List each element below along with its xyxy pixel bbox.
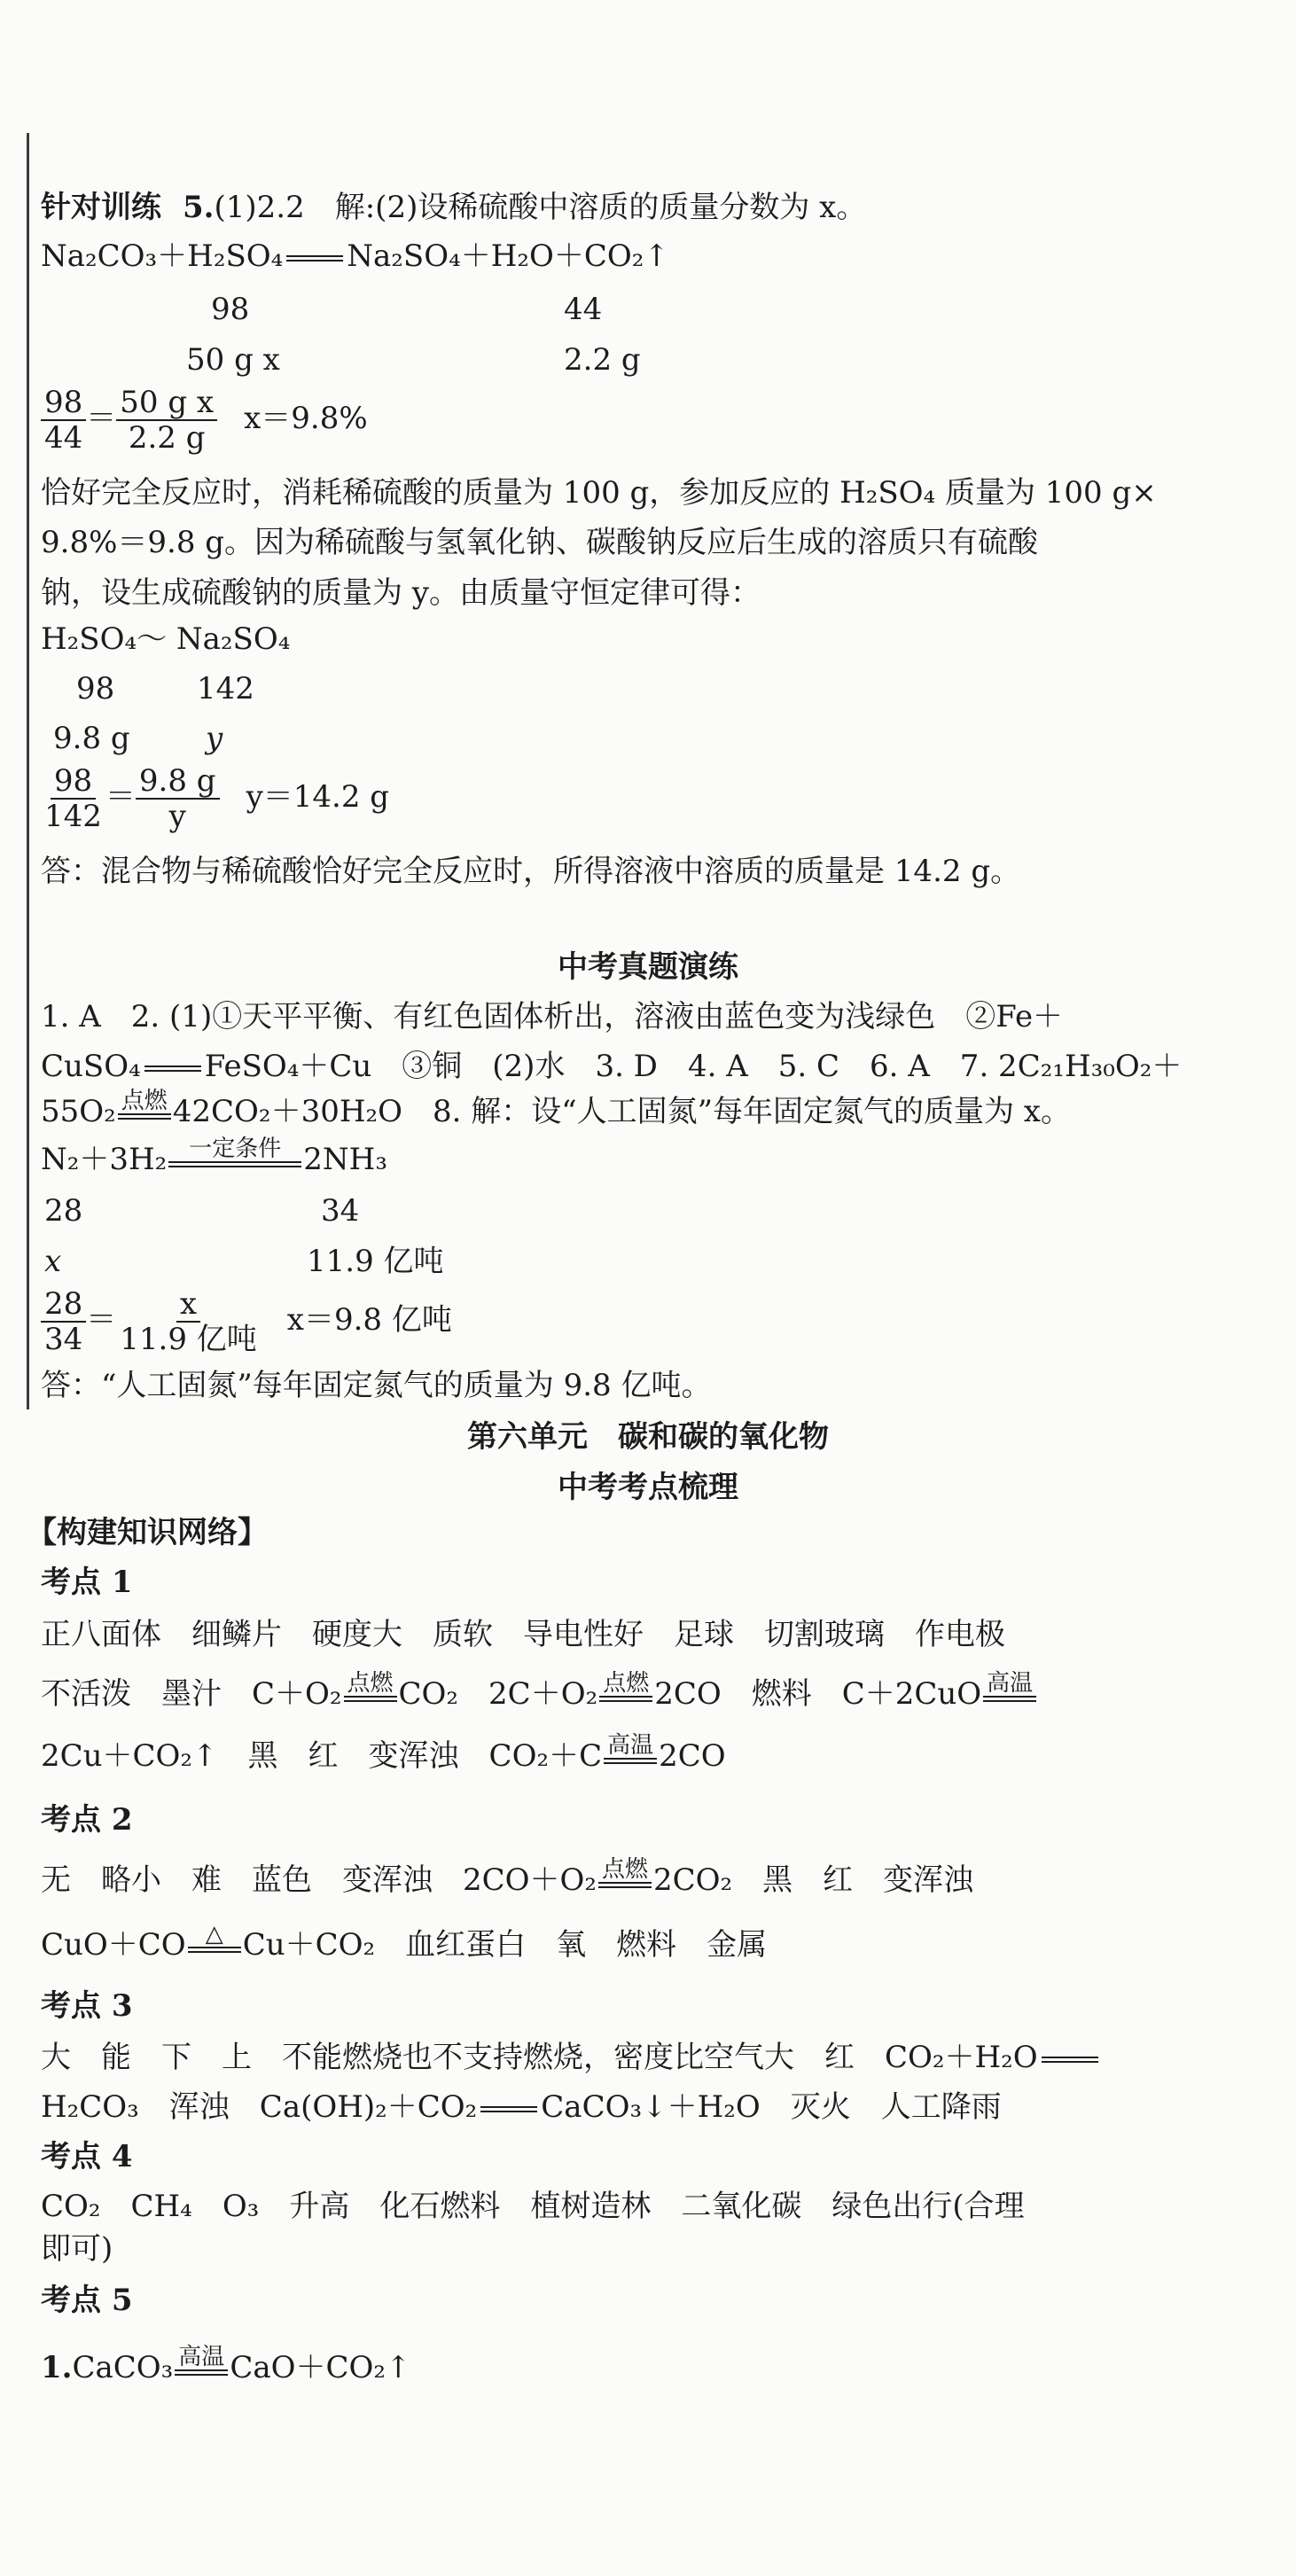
equals-bar xyxy=(1042,2057,1098,2063)
answer-2: 答：“人工固氮”每年固定氮气的质量为 9.8 亿吨。 xyxy=(41,1368,712,1403)
point-4-line-1: CO₂ CH₄ O₃ 升高 化石燃料 植树造林 二氧化碳 绿色出行(合理 xyxy=(41,2189,1025,2224)
point-3-heading: 考点 3 xyxy=(41,1988,133,2024)
point-4-line-2: 即可) xyxy=(41,2231,113,2267)
point-1-line-1: 正八面体 细鳞片 硬度大 质软 导电性好 足球 切割玻璃 作电极 xyxy=(41,1617,1005,1652)
relation-line xyxy=(41,621,290,658)
text-segment: CaCO₃ xyxy=(72,2350,174,2385)
mass-11.9: 11.9 亿吨 xyxy=(307,1244,444,1279)
equals-bar xyxy=(604,1758,657,1764)
relation-left: H₂SO₄～ xyxy=(41,621,168,657)
reaction-condition xyxy=(983,1671,1036,1713)
training-line xyxy=(41,189,866,226)
equals-bar xyxy=(598,1882,652,1888)
point-1-line-3 xyxy=(41,1733,726,1775)
condition-text: 点燃 xyxy=(347,1670,394,1697)
mass-98: 98 xyxy=(211,292,250,327)
frac-num: 9.8 g xyxy=(136,764,220,800)
equals-bar xyxy=(480,2106,537,2112)
text-segment: 2Cu＋CO₂↑ 黑 红 变浑浊 CO₂＋C xyxy=(41,1738,603,1774)
mass-x: x xyxy=(44,1244,62,1279)
frac-num: 98 xyxy=(51,764,96,800)
condition-text: 高温 xyxy=(178,2344,225,2370)
knowledge-network-heading: 【构建知识网络】 xyxy=(27,1515,268,1550)
equation-3 xyxy=(41,1136,387,1178)
point-1-heading: 考点 1 xyxy=(41,1565,133,1600)
mass-98b: 98 xyxy=(76,671,115,706)
frac-num: x xyxy=(176,1287,200,1323)
mass-34: 34 xyxy=(321,1193,360,1229)
reaction-condition xyxy=(344,1671,397,1713)
equals-bar xyxy=(118,1113,171,1120)
point-5-heading: 考点 5 xyxy=(41,2283,133,2318)
question-text: FeSO₄＋Cu ③铜 (2)水 3. D 4. A 5. C 6. A 7. 2C₂₁H₃₀O₂＋ xyxy=(204,1049,1183,1084)
equation-reactants: N₂＋3H₂ xyxy=(41,1142,168,1177)
question-line-1: 1. A 2. (1)①天平平衡、有红色固体析出，溶液由蓝色变为浅绿色 ②Fe＋ xyxy=(41,999,1064,1034)
item-number: 1. xyxy=(41,2350,73,2385)
proportion-2: $\frac{98}{142}$ ＝ $\frac{9.8 g}{y}$ y＝14.2 g xyxy=(41,764,389,833)
mass-50gx: 50 g x xyxy=(186,342,280,378)
point-2-line-2 xyxy=(41,1922,767,1963)
text-segment: CaO＋CO₂↑ xyxy=(230,2350,411,2385)
margin-rule xyxy=(27,133,29,1409)
mass-y: y xyxy=(206,721,223,756)
mass-142: 142 xyxy=(197,671,254,706)
reaction-condition xyxy=(599,1671,652,1713)
frac-den: 34 xyxy=(44,1322,83,1357)
point-2-heading: 考点 2 xyxy=(41,1802,133,1838)
condition-text: 一定条件 xyxy=(189,1136,282,1162)
result-x: x＝9.8% xyxy=(244,401,368,436)
point-1-line-2 xyxy=(41,1671,1038,1713)
result-y: y＝14.2 g xyxy=(246,779,390,815)
frac-num: 98 xyxy=(41,386,86,421)
section-heading-review: 中考考点梳理 xyxy=(558,1470,738,1505)
frac-den: 142 xyxy=(44,799,102,834)
training-text: (1)2.2 解:(2)设稀硫酸中溶质的质量分数为 x。 xyxy=(214,190,867,225)
reaction-condition xyxy=(598,1857,652,1899)
question-text: 42CO₂＋30H₂O 8. 解：设“人工固氮”每年固定氮气的质量为 x。 xyxy=(172,1094,1071,1129)
section-heading-exam-practice: 中考真题演练 xyxy=(558,949,738,985)
result-x2: x＝9.8 亿吨 xyxy=(286,1302,452,1338)
mass-2.2g: 2.2 g xyxy=(564,342,641,378)
condition-text: 高温 xyxy=(607,1732,654,1759)
point-3-line-2 xyxy=(41,2088,1002,2126)
reaction-condition xyxy=(175,2345,228,2386)
frac-den: 44 xyxy=(44,420,83,456)
equals-bar xyxy=(144,1066,201,1072)
condition-text: 点燃 xyxy=(603,1670,650,1697)
text-segment: CO₂ 2C＋O₂ xyxy=(398,1676,598,1712)
question-number: 5. xyxy=(183,190,215,225)
text-segment: Cu＋CO₂ 血红蛋白 氧 燃料 金属 xyxy=(242,1927,768,1963)
condition-text: 点燃 xyxy=(602,1856,649,1883)
text-segment: H₂CO₃ 浑浊 Ca(OH)₂＋CO₂ xyxy=(41,2089,478,2125)
question-line-3 xyxy=(41,1089,1071,1130)
point-3-line-1 xyxy=(41,2039,1102,2076)
frac-num: 28 xyxy=(41,1287,86,1323)
text-segment: 2CO xyxy=(659,1738,726,1774)
equals-bar xyxy=(599,1696,652,1702)
equation-products: 2NH₃ xyxy=(303,1142,387,1177)
equals-bar xyxy=(175,2369,228,2376)
equals-bar xyxy=(168,1161,301,1167)
frac-den: 11.9 亿吨 xyxy=(120,1322,257,1357)
proportion-3: $\frac{28}{34}$ ＝ $\frac{x}{\text{11.9 亿吨}}$ x＝9.8 亿吨 xyxy=(41,1287,452,1356)
text-segment: 2CO 燃料 C＋2CuO xyxy=(654,1676,982,1712)
heat-triangle: △ xyxy=(205,1921,223,1948)
text-segment: CaCO₃↓＋H₂O 灭火 人工降雨 xyxy=(541,2089,1002,2125)
equation-1 xyxy=(41,238,669,275)
question-line-2 xyxy=(41,1048,1182,1085)
reaction-condition xyxy=(188,1922,241,1963)
text-segment: 2CO₂ 黑 红 变浑浊 xyxy=(653,1862,974,1898)
reaction-condition xyxy=(118,1089,171,1130)
condition-text: 高温 xyxy=(987,1670,1034,1697)
point-4-heading: 考点 4 xyxy=(41,2139,133,2174)
paragraph-line-3: 钠，设生成硫酸钠的质量为 y。由质量守恒定律可得： xyxy=(41,575,761,611)
point-5-line-1 xyxy=(41,2345,410,2386)
paragraph-line-2: 9.8%＝9.8 g。因为稀硫酸与氢氧化钠、碳酸钠反应后生成的溶质只有硫酸 xyxy=(41,525,1039,560)
proportion-1: $\frac{98}{44}$ ＝ $\frac{\text{50 g x}}{2.2 g}$ x＝9.8% xyxy=(41,386,368,455)
equals-bar xyxy=(188,1947,241,1953)
text-segment: CuO＋CO xyxy=(41,1927,186,1963)
frac-den: 2.2 g xyxy=(128,420,206,456)
mass-28: 28 xyxy=(44,1193,83,1229)
frac-num: 50 g x xyxy=(116,386,217,421)
mass-9.8g: 9.8 g xyxy=(53,721,130,756)
reactant: CuSO₄ xyxy=(41,1049,141,1084)
reaction-condition xyxy=(168,1136,301,1178)
condition-text: 点燃 xyxy=(121,1088,168,1114)
equals-bar xyxy=(286,255,343,262)
text-segment: 不活泼 墨汁 C＋O₂ xyxy=(41,1676,342,1712)
point-2-line-1 xyxy=(41,1857,973,1899)
equation-products: Na₂SO₄＋H₂O＋CO₂↑ xyxy=(347,238,669,274)
paragraph-line-1: 恰好完全反应时，消耗稀硫酸的质量为 100 g，参加反应的 H₂SO₄ 质量为 100 g× xyxy=(41,475,1157,511)
reaction-condition xyxy=(604,1733,657,1775)
equals-bar xyxy=(344,1696,397,1702)
answer-1: 答：混合物与稀硫酸恰好完全反应时，所得溶液中溶质的质量是 14.2 g。 xyxy=(41,854,1021,889)
relation-right: Na₂SO₄ xyxy=(176,621,291,657)
text-segment: 无 略小 难 蓝色 变浑浊 2CO＋O₂ xyxy=(41,1862,597,1898)
equals-bar xyxy=(983,1696,1036,1702)
unit-title: 第六单元 碳和碳的氧化物 xyxy=(467,1419,829,1455)
reactant: 55O₂ xyxy=(41,1094,116,1129)
training-heading: 针对训练 xyxy=(41,190,161,225)
text-segment: 大 能 下 上 不能燃烧也不支持燃烧，密度比空气大 红 CO₂＋H₂O xyxy=(41,2040,1038,2075)
mass-44: 44 xyxy=(564,292,603,327)
frac-den: y xyxy=(168,799,186,834)
equation-reactants: Na₂CO₃＋H₂SO₄ xyxy=(41,238,284,274)
